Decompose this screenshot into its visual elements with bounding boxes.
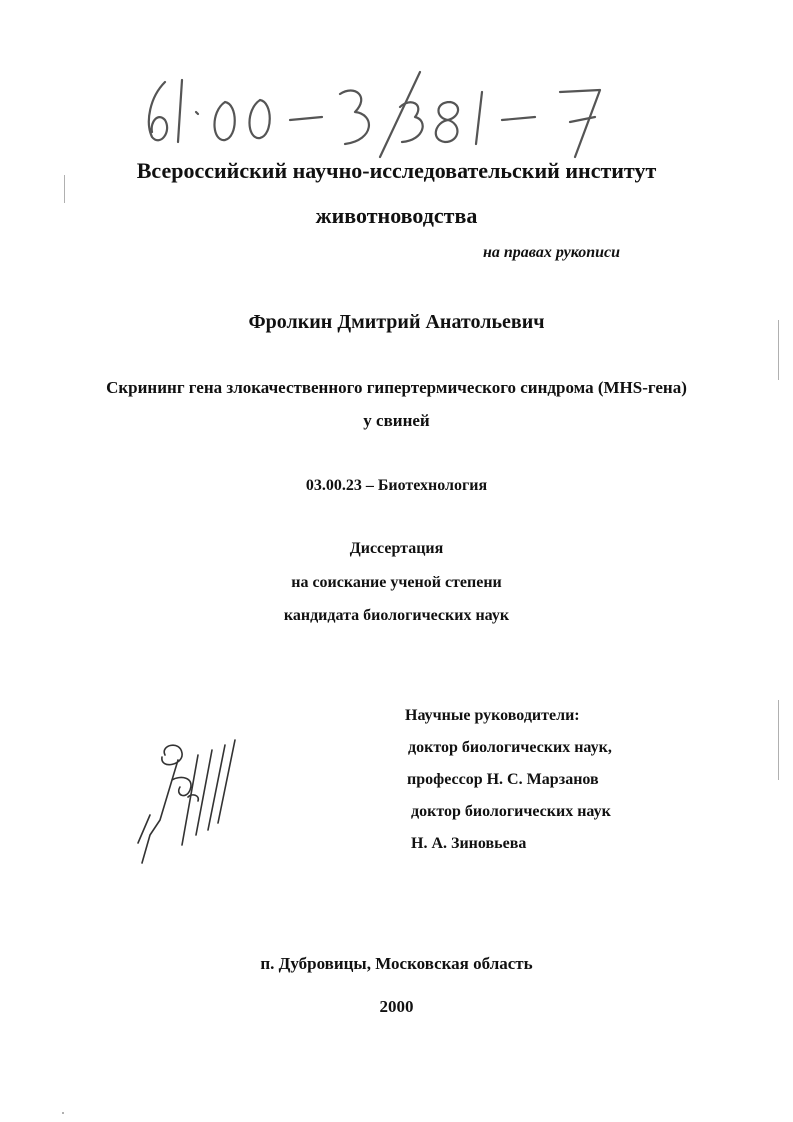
institute-name-line-2: животноводства bbox=[315, 203, 478, 228]
supervisors-heading: Научные руководители: bbox=[405, 707, 580, 724]
dissertation-title-line-1: Скрининг гена злокачественного гипертермического синдрома (MHS-гена) bbox=[106, 378, 687, 397]
handwritten-archive-number bbox=[130, 62, 630, 162]
dissertation-title-line-2: у свиней bbox=[363, 411, 430, 430]
scan-mark bbox=[778, 700, 779, 780]
institute-name-line-1: Всероссийский научно-исследовательский институт bbox=[136, 158, 657, 183]
supervisor-2-degree: доктор биологических наук bbox=[411, 803, 611, 820]
supervisor-2-name: Н. А. Зиновьева bbox=[411, 835, 527, 852]
publication-city: п. Дубровицы, Московская область bbox=[260, 954, 533, 973]
scan-mark bbox=[64, 175, 65, 203]
publication-year: 2000 bbox=[379, 997, 414, 1016]
supervisor-1-degree: доктор биологических наук, bbox=[408, 739, 612, 756]
scan-mark bbox=[778, 320, 779, 380]
degree-line-2: на соискание ученой степени bbox=[291, 574, 502, 591]
supervisor-1-name: профессор Н. С. Марзанов bbox=[407, 771, 599, 788]
specialty-code: 03.00.23 – Биотехнология bbox=[305, 477, 488, 494]
author-signature bbox=[120, 735, 250, 865]
degree-line-3: кандидата биологических наук bbox=[283, 607, 510, 624]
manuscript-rights-note: на правах рукописи bbox=[483, 244, 621, 261]
degree-line-1: Диссертация bbox=[349, 540, 444, 557]
scan-mark bbox=[62, 1112, 64, 1114]
author-name: Фролкин Дмитрий Анатольевич bbox=[248, 311, 545, 333]
